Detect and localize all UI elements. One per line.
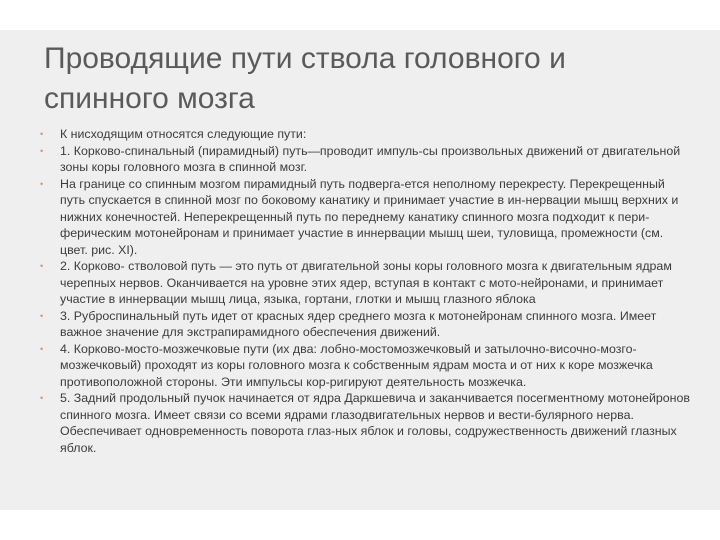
bottom-band [0,510,720,540]
bullet-marker-icon: • [40,129,44,139]
bullet-text: 5. Задний продольный пучок начинается от ядра Даркшевича и заканчивается посегментному мотонейронов спинного мозга. Имеет связи со всеми ядрами глазодвигательных нервов и вести-булярного нерва. Обеспечивает одновременность поворота глаз-ных яблок и головы, содружественность движений глазных яблок. [60,391,690,455]
bullet-text: На границе со спинным мозгом пирамидный путь подверга-ется неполному перекресту. Перекрещенный путь спускается в спинной мозг по боковому канатику и принимает участие в ин-нервации мышц верхних и нижних конечностей. Неперекрещенный путь по переднему канатику спинного мозга подходит к пери-ферическим мотонейронам и принимает участие в иннервации мышц шеи, туловища, промежности (см. цвет. рис. XI). [60,176,679,257]
bullet-item [40,176,690,259]
slide-title: Проводящие пути ствола головного и спинного мозга [44,42,566,115]
bullet-item [40,126,690,143]
bullet-item [40,341,690,391]
bullet-marker-icon: • [40,393,44,403]
bullet-marker-icon: • [40,343,44,354]
bullet-text: 4. Корково-мосто-мозжечковые пути (их два: лобно-мостомозжечковый и затылочно-височно-мозго-мозжечковый) проходят из коры головного мозга к собственным ядрам моста и от них к коре мозжечка противоположной стороны. Эти импульсы кор-ригируют деятельность мозжечка. [60,341,653,389]
bullet-text: 3. Руброспинальный путь идет от красных ядер среднего мозга к мотонейронам спинного мозга. Имеет важное значение для экстрапирамидного обеспечения движений. [60,308,657,339]
bullet-list [40,126,690,456]
bullet-text: 1. Корково-спинальный (пирамидный) путь—проводит импуль-сы произвольных движений от двигательной зоны коры головного мозга в спинной мозг. [60,143,681,174]
bullet-marker-icon: • [40,310,44,321]
bullet-item [40,390,690,456]
bullet-item [40,258,690,308]
bullet-item [40,308,690,341]
bullet-text: К нисходящим относятся следующие пути: [60,127,307,141]
bullet-marker-icon: • [40,178,44,189]
bullet-marker-icon: • [40,261,44,271]
bullet-text: 2. Корково- стволовой путь — это путь от двигательной зоны коры головного мозга к двигательным ядрам черепных нервов. Оканчивается на уровне этих ядер, вступая в контакт с мото-нейронами, и принимает участие в иннервации мышц лица, языка, гортани, глотки и мышц глазного яблока [60,259,672,306]
bullet-item [40,143,690,176]
bullet-marker-icon: • [40,145,44,156]
top-band [0,0,720,30]
